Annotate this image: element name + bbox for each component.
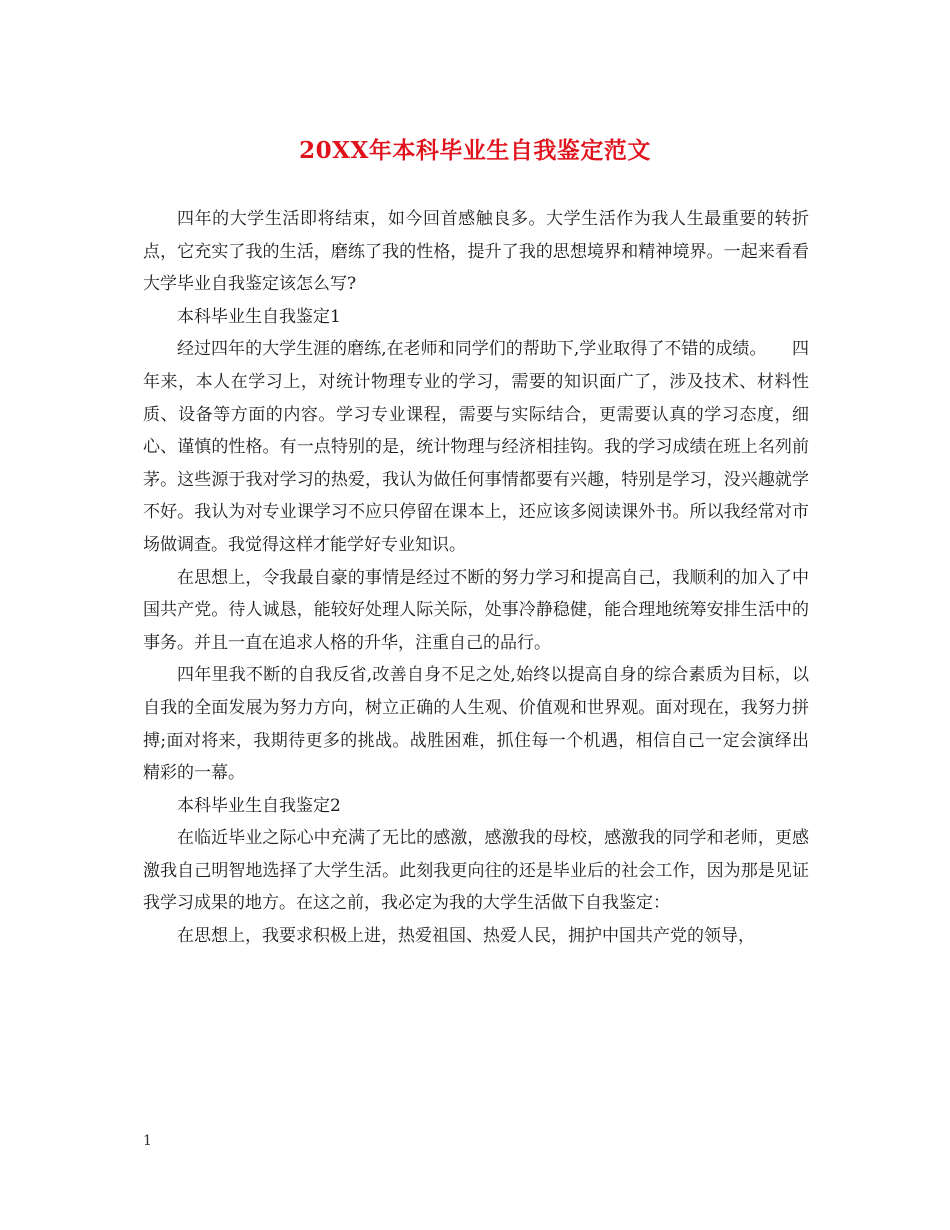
paragraph-gratitude: 在临近毕业之际心中充满了无比的感激，感激我的母校，感激我的同学和老师，更感激我自己明智地选择了大学生活。此刻我更向往的还是毕业后的社会工作，因为那是见证我学习成果的地方。在这之前，我必定为我的大学生活做下自我鉴定： xyxy=(143,828,809,914)
paragraph-study: 经过四年的大学生涯的磨练,在老师和同学们的帮助下,学业取得了不错的成绩。 四年来，本人在学习上，对统计物理专业的学习，需要的知识面广了，涉及技术、材料性质、设备等方面的内容。学习专业课程，需要与实际结合，更需要认真的学习态度，细心、谨慎的性格。有一点特别的是，统计物理与经济相挂钩。我的学习成绩在班上名列前茅。这些源于我对学习的热爱，我认为做任何事情都要有兴趣，特别是学习，没兴趣就学不好。我认为对专业课学习不应只停留在课本上，还应该多阅读课外书。所以我经常对市场做调查。我觉得这样才能学好专业知识。 xyxy=(143,339,809,555)
paragraph-reflection: 四年里我不断的自我反省,改善自身不足之处,始终以提高自身的综合素质为目标，以自我的全面发展为努力方向，树立正确的人生观、价值观和世界观。面对现在，我努力拼搏;面对将来，我期待更多的挑战。战胜困难，抓住每一个机遇，相信自己一定会演绎出精彩的一幕。 xyxy=(143,665,809,784)
page-number: 1 xyxy=(143,1133,152,1149)
document-body xyxy=(143,203,809,953)
page-title: 20XX年本科毕业生自我鉴定范文 xyxy=(299,137,651,164)
paragraph-intro: 四年的大学生活即将结束，如今回首感触良多。大学生活作为我人生最重要的转折点，它充实了我的生活，磨练了我的性格，提升了我的思想境界和精神境界。一起来看看大学毕业自我鉴定该怎么写? xyxy=(143,209,809,295)
section-heading-1: 本科毕业生自我鉴定1 xyxy=(177,306,341,327)
section-heading-2: 本科毕业生自我鉴定2 xyxy=(177,795,341,816)
paragraph-ideology: 在思想上，我要求积极上进，热爱祖国、热爱人民，拥护中国共产党的领导， xyxy=(177,926,755,947)
paragraph-thought: 在思想上，令我最自豪的事情是经过不断的努力学习和提高自己，我顺利的加入了中国共产党。待人诚恳，能较好处理人际关际，处事冷静稳健，能合理地统筹安排生活中的事务。并且一直在追求人格的升华，注重自己的品行。 xyxy=(143,567,809,653)
